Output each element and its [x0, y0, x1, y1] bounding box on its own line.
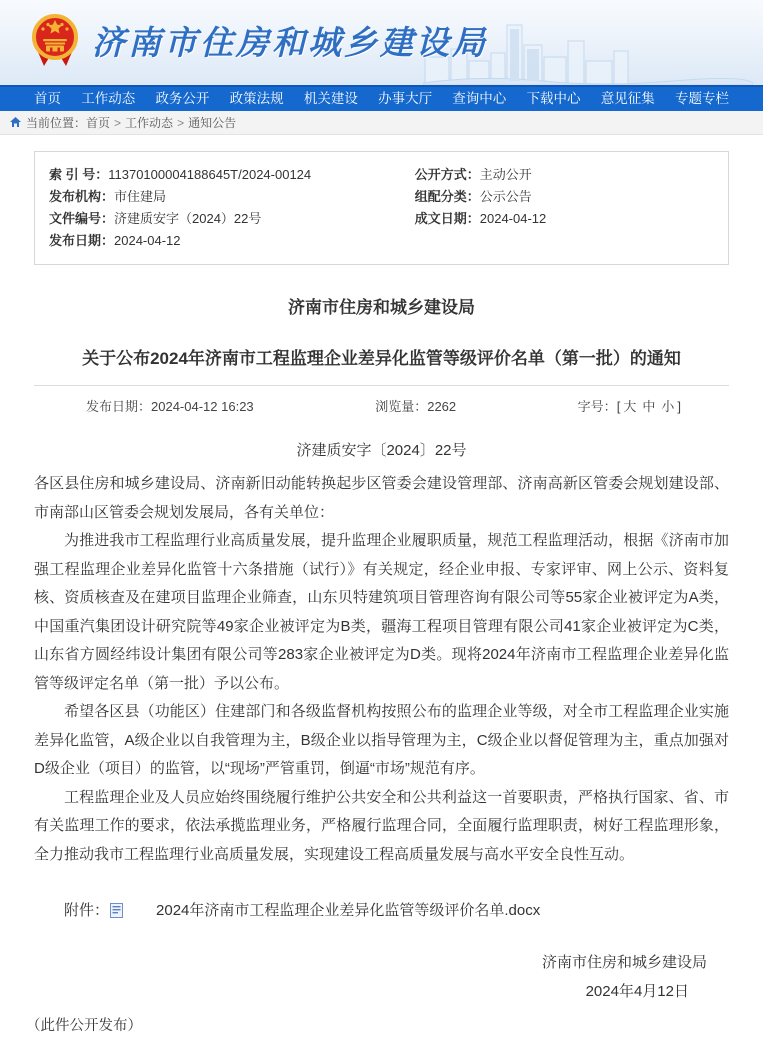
meta-value: 2024-04-12	[114, 233, 181, 248]
paragraph: 为推进我市工程监理行业高质量发展，提升监理企业履职质量，规范工程监理活动，根据《济南市加强工程监理企业差异化监管十六条措施（试行）》有关规定，经企业申报、专家评审、网上公示、资料复核、资质核查及在建项目监理企业筛查，山东贝特建筑项目管理咨询有限公司等55家企业被评定为A类，中国重汽集团设计研究院等49家企业被评定为B类，疆海工程项目管理有限公司41家企业被评定为C类，山东省方圆经纬设计集团有限公司等283家企业被评定为D类。现将2024年济南市工程监理企业差异化监管等级评定名单（第一批）予以公布。	[34, 532, 729, 692]
nav-item[interactable]: 办事大厅	[378, 91, 433, 106]
nav-item[interactable]: 政策法规	[229, 91, 284, 106]
meta-value: 公示公告	[479, 189, 532, 204]
header-logo[interactable]	[30, 12, 488, 68]
meta-row	[49, 208, 415, 230]
breadcrumb-list	[86, 114, 236, 131]
word-doc-icon	[110, 903, 123, 918]
nav-item[interactable]: 政务公开	[155, 91, 210, 106]
article-body	[34, 470, 729, 869]
main-nav	[0, 85, 763, 111]
publish-date-value: 2024-04-12 16:23	[151, 399, 254, 414]
national-emblem-icon	[30, 12, 80, 68]
view-count-label: 浏览量：	[375, 399, 428, 414]
breadcrumb-prefix: 当前位置：	[26, 116, 87, 130]
view-count-value: 2262	[427, 399, 457, 414]
breadcrumb	[0, 111, 763, 135]
meta-right-column	[415, 164, 714, 252]
font-size-option[interactable]: 中	[642, 399, 656, 414]
font-size-label: 字号：	[577, 399, 617, 414]
font-size-control	[578, 396, 681, 415]
signature-date: 2024年4月12日	[585, 983, 689, 1000]
signature-org: 济南市住房和城乡建设局	[541, 954, 707, 971]
site-header	[0, 0, 763, 85]
meta-label: 发布机构：	[49, 189, 115, 204]
meta-value: 市住建局	[114, 189, 167, 204]
meta-row	[49, 186, 415, 208]
article-info-bar	[34, 385, 729, 415]
font-size-option[interactable]: 大	[623, 399, 637, 414]
publish-date	[86, 396, 254, 415]
breadcrumb-item[interactable]: 首页	[86, 116, 111, 130]
publish-date-label: 发布日期：	[86, 399, 152, 414]
issuing-org-title: 济南市住房和城乡建设局	[288, 298, 475, 317]
meta-left-column	[49, 164, 415, 252]
meta-row	[49, 164, 415, 186]
paragraph: 各区县住房和城乡建设局、济南新旧动能转换起步区管委会建设管理部、济南高新区管委会规划建设部、市南部山区管委会规划发展局，各有关单位：	[34, 475, 729, 521]
site-title: 济南市住房和城乡建设局	[92, 25, 488, 62]
meta-row	[415, 186, 714, 208]
meta-row	[415, 164, 714, 186]
breadcrumb-item[interactable]: > 通知公告	[173, 114, 236, 131]
meta-value: 主动公开	[479, 167, 532, 182]
attachment-label: 附件：	[64, 902, 110, 919]
bracket-close: ]	[677, 399, 681, 414]
document-meta-box	[34, 151, 729, 265]
meta-label: 公开方式：	[414, 167, 480, 182]
meta-label: 文件编号：	[49, 211, 115, 226]
meta-label: 发布日期：	[49, 233, 115, 248]
meta-label: 索 引 号：	[49, 167, 109, 182]
nav-item[interactable]: 下载中心	[526, 91, 581, 106]
nav-item[interactable]: 首页	[34, 91, 61, 106]
meta-row	[415, 208, 714, 230]
nav-item[interactable]: 专题专栏	[674, 91, 729, 106]
nav-item[interactable]: 意见征集	[600, 91, 655, 106]
attachment-row	[34, 899, 729, 920]
article-title: 关于公布2024年济南市工程监理企业差异化监管等级评价名单（第一批）的通知	[82, 349, 681, 368]
bracket-open: [	[616, 399, 621, 414]
meta-label: 成文日期：	[414, 211, 480, 226]
location-icon	[10, 117, 21, 128]
breadcrumb-item[interactable]: > 工作动态	[110, 114, 173, 131]
meta-value: 11370100004188645T/2024-00124	[108, 167, 312, 182]
font-size-option[interactable]: 小	[661, 399, 675, 414]
nav-item[interactable]: 机关建设	[303, 91, 358, 106]
paragraph: 工程监理企业及人员应始终围绕履行维护公共安全和公共利益这一首要职责，严格执行国家、省、市有关监理工作的要求，依法承揽监理业务，严格履行监理合同，全面履行监理职责，树好工程监理形象，全力推动我市工程监理行业高质量发展，实现建设工程高质量发展与高水平安全良性互动。	[34, 788, 729, 863]
meta-value: 济建质安字（2024）22号	[114, 211, 262, 226]
nav-item[interactable]: 查询中心	[452, 91, 507, 106]
meta-value: 2024-04-12	[479, 211, 547, 226]
meta-label: 组配分类：	[414, 189, 480, 204]
nav-item[interactable]: 工作动态	[81, 91, 136, 106]
public-release-note: （此件公开发布）	[26, 1018, 142, 1034]
signature-block	[34, 948, 707, 1006]
attachment-link[interactable]: 2024年济南市工程监理企业差异化监管等级评价名单.docx	[156, 902, 541, 919]
document-number: 济建质安字〔2024〕22号	[296, 442, 467, 459]
view-count	[375, 396, 456, 415]
meta-row	[49, 230, 415, 252]
paragraph: 希望各区县（功能区）住建部门和各级监督机构按照公布的监理企业等级，对全市工程监理企业实施差异化监管，A级企业以自我管理为主，B级企业以指导管理为主，C级企业以督促管理为主，重点加强对D级企业（项目）的监管，以“现场”严管重罚，倒逼“市场”规范有序。	[34, 703, 729, 777]
